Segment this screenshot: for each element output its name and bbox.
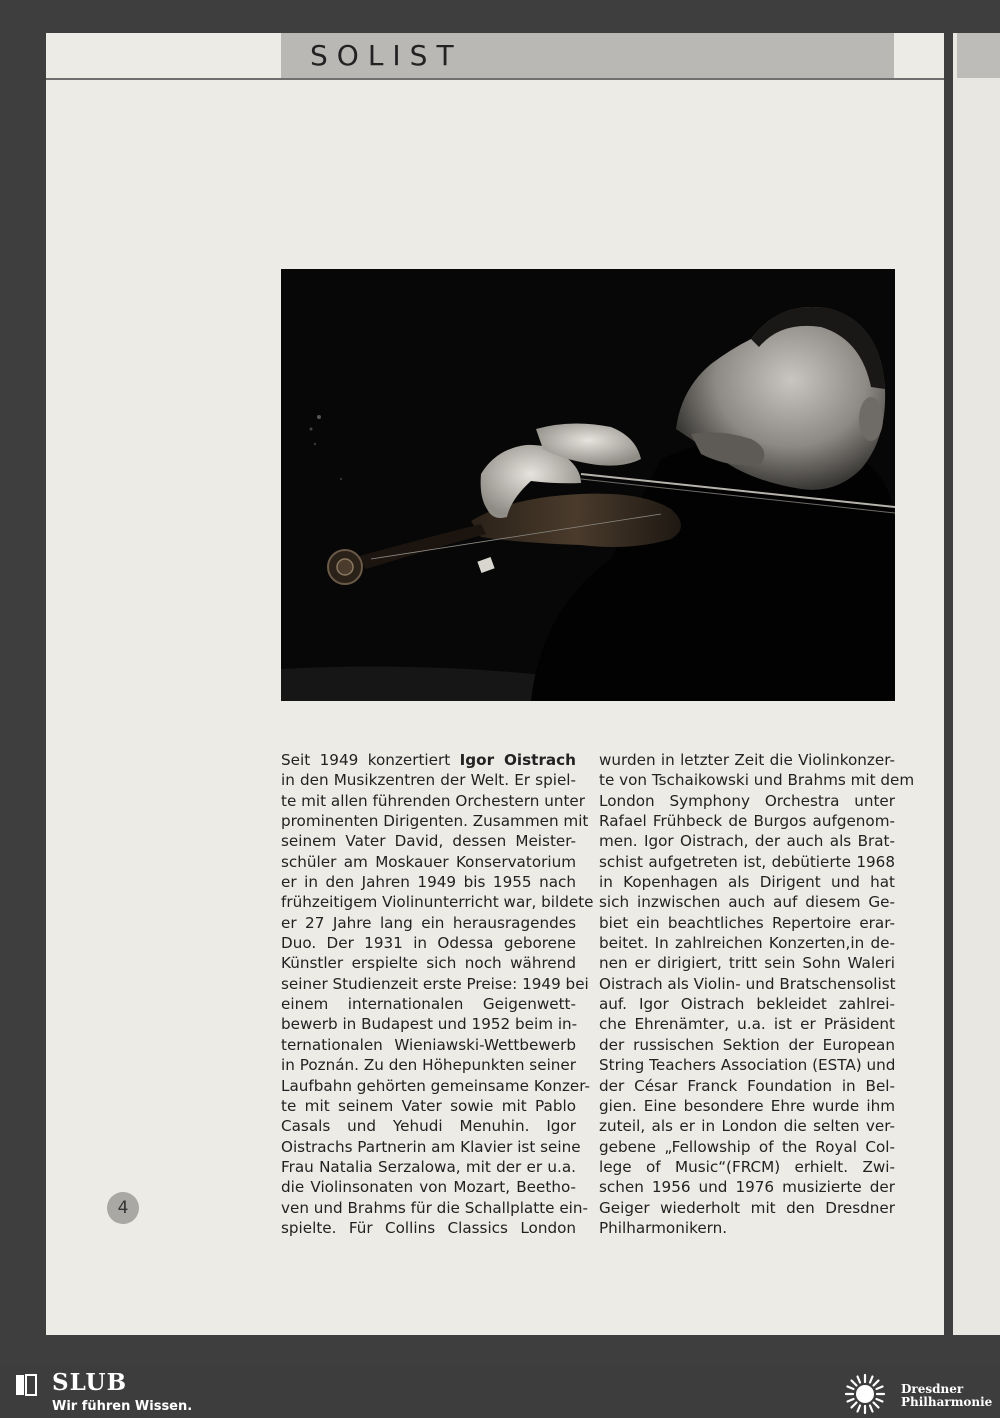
article-column-right xyxy=(599,750,915,1238)
article-line: gebene „Fellowship of the Royal Col- xyxy=(599,1137,895,1156)
slub-logo-icon[interactable] xyxy=(14,1373,38,1397)
adjacent-header-band xyxy=(957,33,1000,78)
article-line: wurden in letzter Zeit die Violinkonzer- xyxy=(599,751,895,769)
partner-name-line: Philharmonie xyxy=(901,1395,993,1409)
article-line: Rafael Frühbeck de Burgos aufgenom- xyxy=(599,812,895,831)
article-line: beitet. In zahlreichen Konzerten,in de- xyxy=(599,934,895,953)
article-line: Oistrachs Partnerin am Klavier ist seine xyxy=(281,1137,581,1156)
article-line: sich inzwischen auch auf diesem Ge- xyxy=(599,893,895,912)
article-line: schen 1956 und 1976 musizierte der xyxy=(599,1178,895,1197)
article-line: ven und Brahms für die Schallplatte ein- xyxy=(281,1198,588,1217)
article-line-text: Seit 1949 konzertiert xyxy=(281,751,451,769)
article-line: spielte. Für Collins Classics London xyxy=(281,1218,576,1237)
violinist-illustration xyxy=(281,269,895,701)
article-line: Casals und Yehudi Menuhin. Igor xyxy=(281,1117,576,1136)
article-line: der César Franck Foundation in Bel- xyxy=(599,1076,895,1095)
article-line: schüler am Moskauer Konservatorium xyxy=(281,852,576,871)
article-line: biet ein beachtliches Repertoire erar- xyxy=(599,913,895,932)
dresdner-philharmonie-name[interactable] xyxy=(901,1383,992,1409)
article-line: einem internationalen Geigenwett- xyxy=(281,995,576,1014)
slub-name[interactable]: SLUB xyxy=(52,1369,128,1396)
article-line: lege of Music“(FRCM) erhielt. Zwi- xyxy=(599,1157,895,1176)
article-line: er 27 Jahre lang ein herausragendes xyxy=(281,913,576,932)
article-line: seiner Studienzeit erste Preise: 1949 bei xyxy=(281,974,589,993)
article-line: nen er dirigiert, tritt sein Sohn Waleri xyxy=(599,954,895,973)
article-line: frühzeitigem Violinunterricht war, bildete xyxy=(281,893,594,912)
article-line: Frau Natalia Serzalowa, mit der er u.a. xyxy=(281,1157,576,1176)
article-line: gien. Eine besondere Ehre wurde ihm xyxy=(599,1096,895,1115)
article-line: in Kopenhagen als Dirigent und hat xyxy=(599,873,895,892)
article-line: te mit allen führenden Orchestern unter xyxy=(281,791,586,810)
article-line xyxy=(281,750,576,770)
article-column-left xyxy=(281,750,594,1238)
article-line: schist aufgetreten ist, debütierte 1968 xyxy=(599,852,895,871)
slub-tagline: Wir führen Wissen. xyxy=(52,1399,193,1414)
adjacent-page-edge xyxy=(953,33,1000,1335)
article-line: Oistrach als Violin- und Bratschensolist xyxy=(599,974,896,993)
artist-name: Igor Oistrach xyxy=(459,751,576,769)
article-line: prominenten Dirigenten. Zusammen mit xyxy=(281,812,589,831)
section-title: SOLIST xyxy=(310,39,463,72)
article-line: er in den Jahren 1949 bis 1955 nach xyxy=(281,873,576,892)
article-line: seinem Vater David, dessen Meister- xyxy=(281,832,576,851)
article-line: Laufbahn gehörten gemeinsame Konzer- xyxy=(281,1076,591,1095)
article-line: die Violinsonaten von Mozart, Beetho- xyxy=(281,1178,576,1197)
soloist-photo xyxy=(281,269,895,701)
article-line: te mit seinem Vater sowie mit Pablo xyxy=(281,1096,576,1115)
article-line: London Symphony Orchestra unter xyxy=(599,791,895,810)
article-line: auf. Igor Oistrach bekleidet zahlrei- xyxy=(599,995,895,1014)
partner-name-line: Dresdner xyxy=(901,1382,964,1396)
article-line: String Teachers Association (ESTA) und xyxy=(599,1056,896,1075)
article-line: Geiger wiederholt mit den Dresdner xyxy=(599,1198,895,1217)
article-line: der russischen Sektion der European xyxy=(599,1035,895,1054)
article-line: Künstler erspielte sich noch während xyxy=(281,954,576,973)
article-line: Duo. Der 1931 in Odessa geborene xyxy=(281,934,576,953)
article-line: zuteil, als er in London die selten ver- xyxy=(599,1117,895,1136)
article-line: te von Tschaikowski und Brahms mit dem xyxy=(599,771,915,790)
article-line: in den Musikzentren der Welt. Er spiel- xyxy=(281,771,576,790)
article-line: Philharmonikern. xyxy=(599,1218,728,1237)
header-rule xyxy=(46,78,944,80)
article-line: men. Igor Oistrach, der auch als Brat- xyxy=(599,832,895,851)
article-line: in Poznán. Zu den Höhepunkten seiner xyxy=(281,1056,576,1075)
article-line: che Ehrenämter, u.a. ist er Präsident xyxy=(599,1015,895,1034)
page-number-badge: 4 xyxy=(107,1192,139,1224)
article-line: bewerb in Budapest und 1952 beim in- xyxy=(281,1015,578,1034)
dresdner-philharmonie-logo-icon[interactable] xyxy=(843,1372,887,1416)
article-line: ternationalen Wieniawski-Wettbewerb xyxy=(281,1035,576,1054)
